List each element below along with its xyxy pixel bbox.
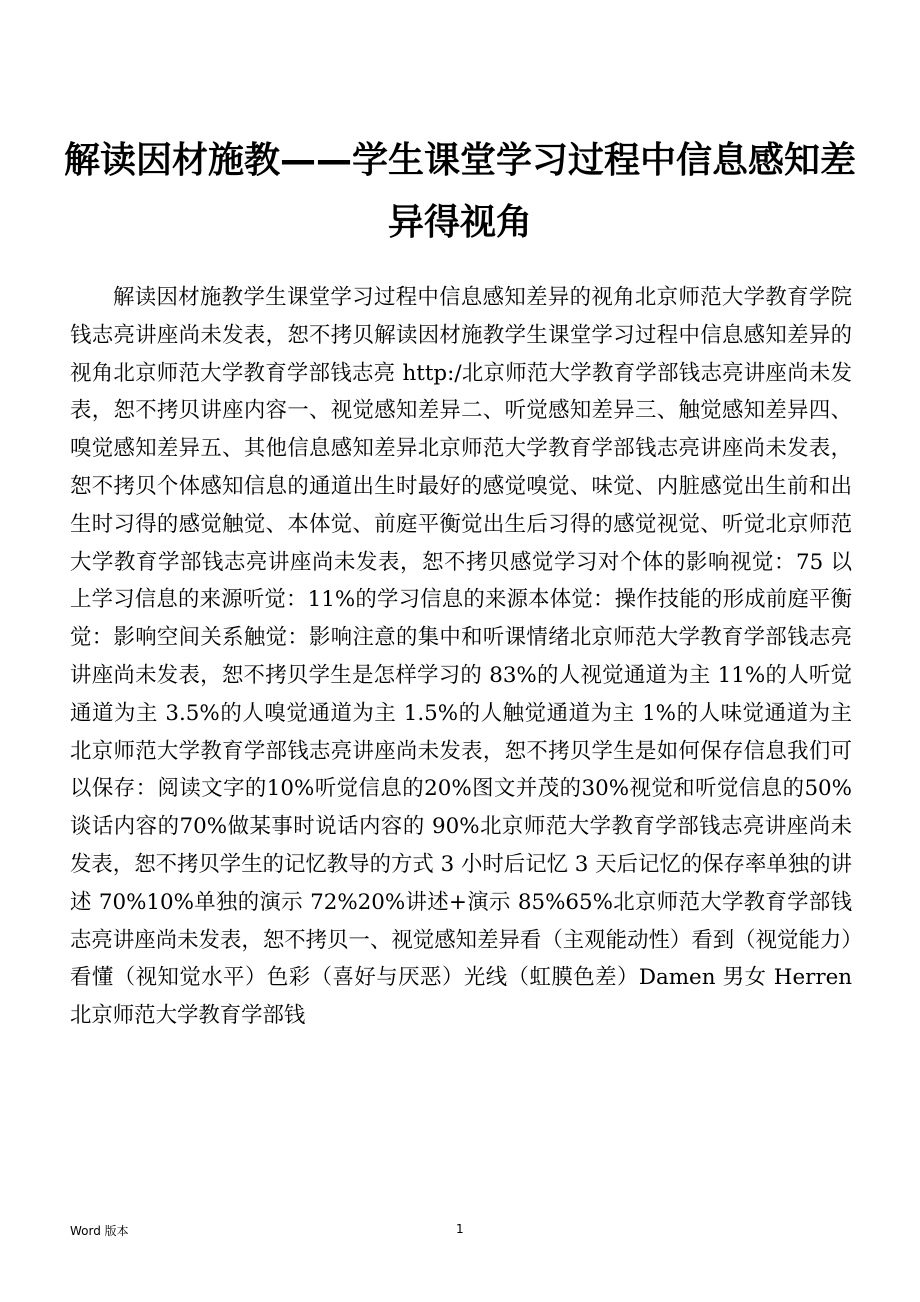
document-title: 解读因材施教——学生课堂学习过程中信息感知差异得视角: [63, 140, 856, 243]
document-body-paragraph: 解读因材施教学生课堂学习过程中信息感知差异的视角北京师范大学教育学院钱志亮讲座尚未发表，恕不拷贝解读因材施教学生课堂学习过程中信息感知差异的视角北京师范大学教育学部钱志亮 http:/北京师范大学教育学部钱志亮讲座尚未发表，恕不拷贝讲座内容一、视觉感知差异二、听觉感知差异三、触觉感知差异四、嗅觉感知差异五、其他信息感知差异北京师范大学教育学部钱志亮讲座尚未发表，恕不拷贝个体感知信息的通道出生时最好的感觉嗅觉、味觉、内脏感觉出生前和出生时习得的感觉触觉、本体觉、前庭平衡觉出生后习得的感觉视觉、听觉北京师范大学教育学部钱志亮讲座尚未发表，恕不拷贝感觉学习对个体的影响视觉：75 以上学习信息的来源听觉：11%的学习信息的来源本体觉：操作技能的形成前庭平衡觉：影响空间关系触觉：影响注意的集中和听课情绪北京师范大学教育学部钱志亮讲座尚未发表，恕不拷贝学生是怎样学习的 83%的人视觉通道为主 11%的人听觉通道为主 3.5%的人嗅觉通道为主 1.5%的人触觉通道为主 1%的人味觉通道为主北京师范大学教育学部钱志亮讲座尚未发表，恕不拷贝学生是如何保存信息我们可以保存：阅读文字的10%听觉信息的20%图文并茂的30%视觉和听觉信息的50%谈话内容的70%做某事时说话内容的 90%北京师范大学教育学部钱志亮讲座尚未发表，恕不拷贝学生的记忆教导的方式 3 小时后记忆 3 天后记忆的保存率单独的讲述 70%10%单独的演示 72%20%讲述+演示 85%65%北京师范大学教育学部钱志亮讲座尚未发表，恕不拷贝一、视觉感知差异看（主观能动性）看到（视觉能力）看懂（视知觉水平）色彩（喜好与厌恶）光线（虹膜色差）Damen 男女 Herren 北京师范大学教育学部钱: [70, 285, 852, 1029]
footer-page-number: 1: [456, 1222, 464, 1236]
footer-label: Word 版本: [70, 1224, 129, 1238]
